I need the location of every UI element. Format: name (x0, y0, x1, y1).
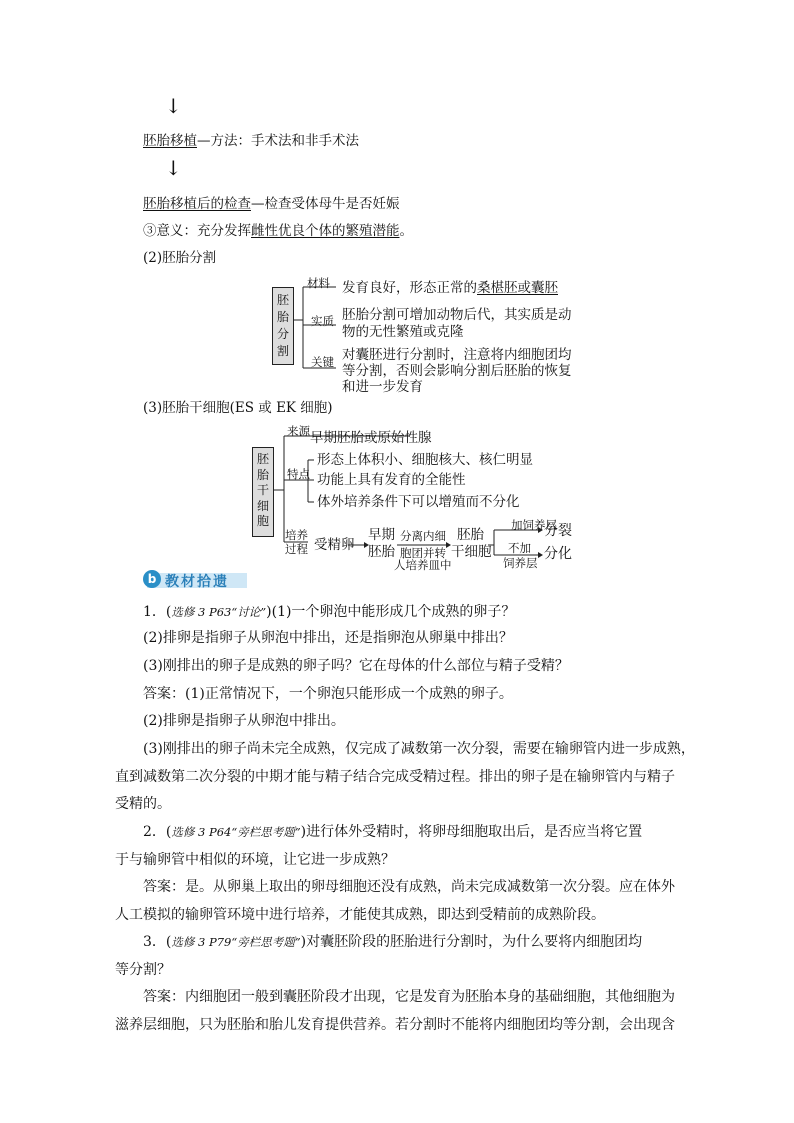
split-row-critical-3: 和进一步发育 (342, 379, 423, 395)
split-row-material-highlight: 桑椹胚或囊胚 (477, 280, 558, 296)
split-key-essence: 实质 (311, 314, 334, 328)
q2-source: 选修 3 P64“旁栏思考题” (171, 825, 301, 839)
split-row-critical-1: 对囊胚进行分割时，注意将内细胞团均 (342, 347, 572, 363)
stem-trait-2: 功能上具有发育的全能性 (317, 472, 466, 488)
stem-heading: (3)胚胎干细胞(ES 或 EK 细胞) (143, 400, 333, 416)
a2-line-a: 答案：是。从卵巢上取出的卵母细胞还没有成熟，尚未完成减数第一次分裂。应在体外 (143, 879, 675, 895)
split-row-critical-2: 等分割，否则会影响分割后胚胎的恢复 (342, 363, 572, 379)
flow-step-transfer-label: 胚胎移植 (143, 133, 197, 149)
stem-cell-1: 胚胎 (457, 527, 484, 543)
section-badge-title: 教材拾遗 (165, 574, 229, 590)
a3-line-a: 答案：内细胞团一般到囊胚阶段才出现，它是发育为胚胎本身的基础细胞，其他细胞为 (143, 989, 675, 1005)
section-badge (143, 570, 247, 590)
stem-trait-3: 体外培养条件下可以增殖而不分化 (317, 494, 520, 510)
a2-line-b: 人工模拟的输卵管环境中进行培养，才能使其成熟，即达到受精前的成熟阶段。 (115, 907, 605, 923)
q1-line: 1．(选修 3 P63“讨论”)(1)一个卵泡中能形成几个成熟的卵子？ (143, 604, 516, 620)
split-key-critical: 关键 (311, 355, 334, 369)
q2-line-a: 2．(选修 3 P64“旁栏思考题”)进行体外受精时，将卵母细胞取出后，是否应当将它置 (143, 824, 643, 840)
a1-part3-c: 受精的。 (115, 796, 171, 812)
a3-line-b: 滋养层细胞，只为胚胎和胎儿发育提供营养。若分割时不能将内细胞团均等分割，会出现含 (115, 1017, 675, 1033)
stem-early-1: 早期 (368, 527, 395, 543)
flow-step-transfer (143, 132, 359, 150)
stem-trait-1: 形态上体积小、细胞核大、核仁明显 (317, 452, 533, 468)
split-heading: (2)胚胎分割 (143, 250, 217, 266)
stem-key-traits: 特点 (287, 467, 310, 481)
stem-no-add-2: 饲养层 (503, 556, 538, 570)
a1-part2: (2)排卵是指卵子从卵泡中排出。 (143, 713, 345, 729)
q3-line-a: 3．(选修 3 P79“旁栏思考题”)对囊胚阶段的胚胎进行分割时，为什么要将内细胞团均 (143, 934, 643, 950)
a1-part1: 答案：(1)正常情况下，一个卵泡只能形成一个成熟的卵子。 (143, 686, 513, 702)
split-key-material: 材料 (307, 276, 330, 290)
q3-line-b: 等分割？ (115, 962, 171, 978)
split-box (272, 287, 294, 365)
split-row-essence-2: 物的无性繁殖或克隆 (342, 324, 464, 340)
down-arrow-icon: ↓ (165, 156, 182, 180)
stem-sep-2: 胞团并转 (400, 546, 446, 560)
stem-key-culture-1: 培养 (285, 528, 308, 542)
meaning-prefix: ③意义：充分发挥 (143, 223, 251, 239)
q2-line-b: 于与输卵管中相似的环境，让它进一步成熟？ (115, 852, 395, 868)
split-row-material (342, 279, 558, 297)
down-arrow-icon: ↓ (165, 94, 182, 118)
q1-part3: (3)刚排出的卵子是成熟的卵子吗？它在母体的什么部位与精子受精？ (143, 658, 569, 674)
split-row-essence-1: 胚胎分割可增加动物后代，其实质是动 (342, 307, 572, 323)
stem-early-2: 胚胎 (368, 544, 395, 560)
stem-box (252, 447, 274, 537)
stem-add-feeder: 加饲养层 (511, 518, 557, 532)
a1-part3-a: (3)刚排出的卵子尚未完全成熟，仅完成了减数第一次分裂，需要在输卵管内进一步成熟， (143, 741, 695, 757)
meaning-suffix: 。 (399, 223, 413, 239)
stem-result-diff: 分化 (544, 546, 572, 562)
stem-key-culture-2: 过程 (285, 542, 308, 556)
stem-sep-3: 人培养皿中 (394, 558, 452, 572)
meaning-line (143, 222, 413, 240)
q1-part2: (2)排卵是指卵子从卵泡中排出，还是指卵泡从卵巢中排出？ (143, 630, 513, 646)
stem-source-text: 早期胚胎或原始性腺 (310, 430, 432, 446)
stem-sep-1: 分离内细 (400, 529, 446, 543)
flow-step-transfer-text: —方法：手术法和非手术法 (197, 133, 359, 149)
stem-cell-2: 干细胞 (451, 544, 492, 560)
split-row-material-text: 发育良好，形态正常的 (342, 280, 477, 296)
flow-step-check-label: 胚胎移植后的检查 (143, 196, 251, 212)
split-box-label: 胚胎分割 (276, 293, 289, 358)
flow-step-check (143, 195, 400, 213)
a1-part3-b: 直到减数第二次分裂的中期才能与精子结合完成受精过程。排出的卵子是在输卵管内与精子 (115, 769, 675, 785)
stem-key-source: 来源 (287, 424, 310, 438)
stem-result-split: 分裂 (544, 523, 572, 539)
meaning-highlight: 雌性优良个体的繁殖潜能 (251, 223, 400, 239)
stem-box-label: 胚胎干细胞 (256, 452, 269, 528)
q3-source: 选修 3 P79“旁栏思考题” (171, 935, 301, 949)
q1-source: 选修 3 P63“讨论” (171, 605, 267, 619)
flow-step-check-text: —检查受体母牛是否妊娠 (251, 196, 400, 212)
section-badge-icon: b (143, 570, 161, 588)
stem-fert-egg: 受精卵 (314, 537, 355, 553)
stem-no-add-1: 不加 (508, 541, 531, 555)
